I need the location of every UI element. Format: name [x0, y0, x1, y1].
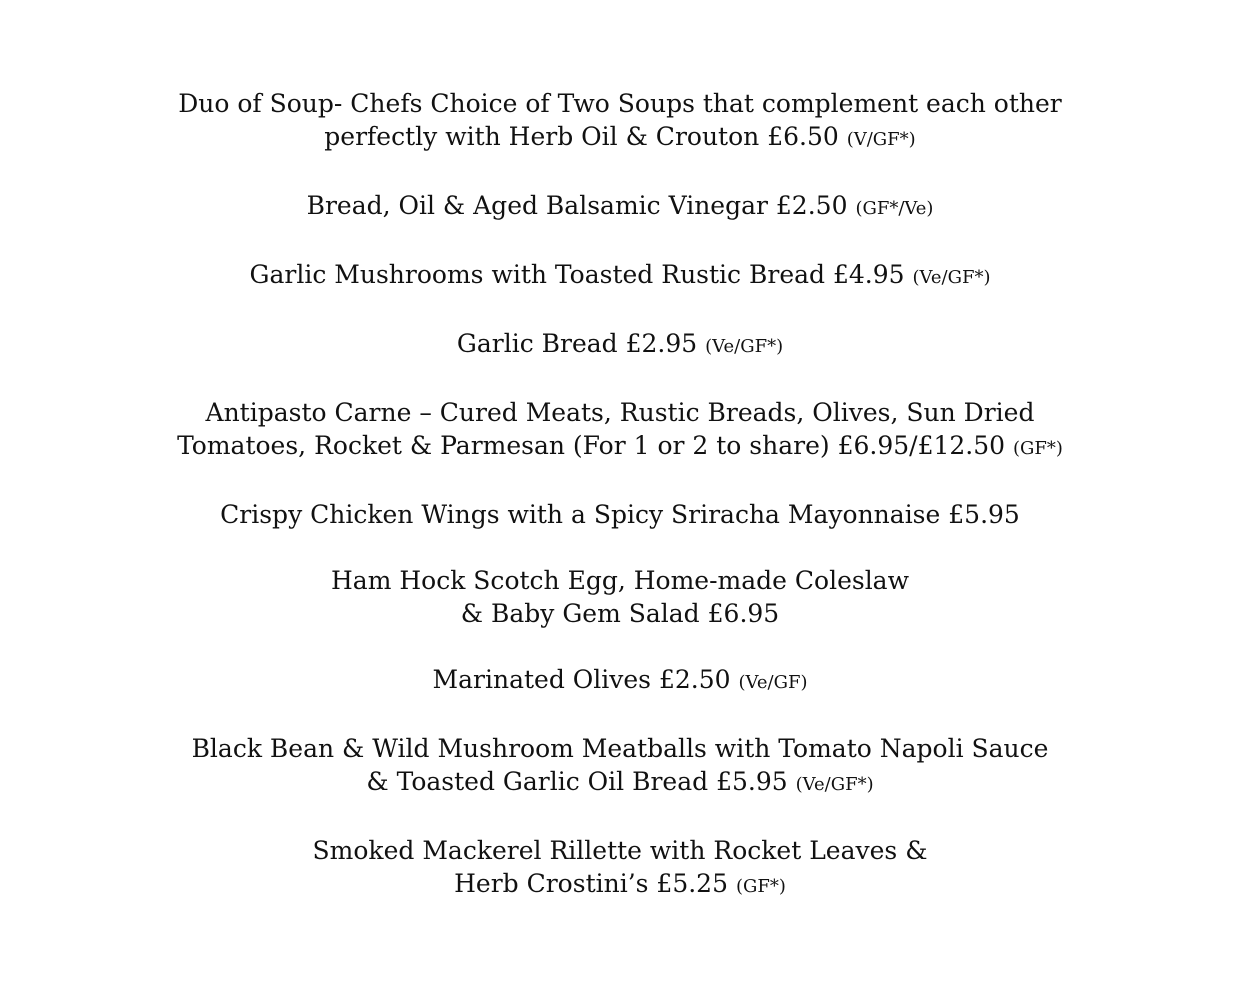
menu-item-text: Garlic Bread £2.95 — [456, 329, 698, 358]
menu-item-text: Bread, Oil & Aged Balsamic Vinegar £2.50 — [306, 191, 848, 220]
menu-item-line — [0, 663, 1240, 699]
menu-item — [0, 87, 1240, 156]
menu-item-text: Garlic Mushrooms with Toasted Rustic Bread £4.95 — [249, 260, 905, 289]
menu-item — [0, 396, 1240, 465]
dietary-tag: (Ve/GF*) — [795, 774, 874, 795]
menu-item-line — [0, 258, 1240, 294]
menu-item-line — [0, 765, 1240, 801]
dietary-tag: (GF*/Ve) — [855, 198, 934, 219]
menu-item — [0, 564, 1240, 630]
menu-item-text: Tomatoes, Rocket & Parmesan (For 1 or 2 to share) £6.95/£12.50 — [177, 431, 1006, 460]
menu-item — [0, 834, 1240, 903]
menu-item-line: Ham Hock Scotch Egg, Home-made Coleslaw — [331, 566, 909, 595]
dietary-tag: (Ve/GF*) — [912, 267, 991, 288]
menu-item-line: Duo of Soup- Chefs Choice of Two Soups that complement each other — [178, 89, 1062, 118]
dietary-tag: (GF*) — [735, 876, 786, 897]
menu-item — [0, 327, 1240, 363]
menu-item-line — [0, 327, 1240, 363]
dietary-tag: (GF*) — [1013, 438, 1063, 459]
menu-item-line — [0, 867, 1240, 903]
dietary-tag: (Ve/GF*) — [705, 336, 784, 357]
menu-item — [0, 189, 1240, 225]
menu-item-text: & Toasted Garlic Oil Bread £5.95 — [366, 767, 788, 796]
menu-item-line: Black Bean & Wild Mushroom Meatballs with Tomato Napoli Sauce — [191, 734, 1049, 763]
menu-item — [0, 258, 1240, 294]
menu-item-line: Crispy Chicken Wings with a Spicy Sriracha Mayonnaise £5.95 — [220, 500, 1020, 529]
menu-item-line — [0, 189, 1240, 225]
menu-item — [0, 732, 1240, 801]
dietary-tag: (Ve/GF) — [738, 672, 808, 693]
menu-item-line: Smoked Mackerel Rillette with Rocket Leaves & — [312, 836, 928, 865]
menu-item-line: & Baby Gem Salad £6.95 — [460, 599, 780, 628]
dietary-tag: (V/GF*) — [846, 129, 916, 150]
menu-item-text: Herb Crostini’s £5.25 — [454, 869, 728, 898]
menu-item-line — [0, 429, 1240, 465]
menu-item-text: perfectly with Herb Oil & Crouton £6.50 — [324, 122, 839, 151]
menu-item-text: Marinated Olives £2.50 — [432, 665, 731, 694]
menu-item — [0, 663, 1240, 699]
menu-list — [0, 87, 1240, 936]
menu-item — [0, 498, 1240, 531]
menu-item-line — [0, 120, 1240, 156]
menu-item-line: Antipasto Carne – Cured Meats, Rustic Breads, Olives, Sun Dried — [205, 398, 1035, 427]
